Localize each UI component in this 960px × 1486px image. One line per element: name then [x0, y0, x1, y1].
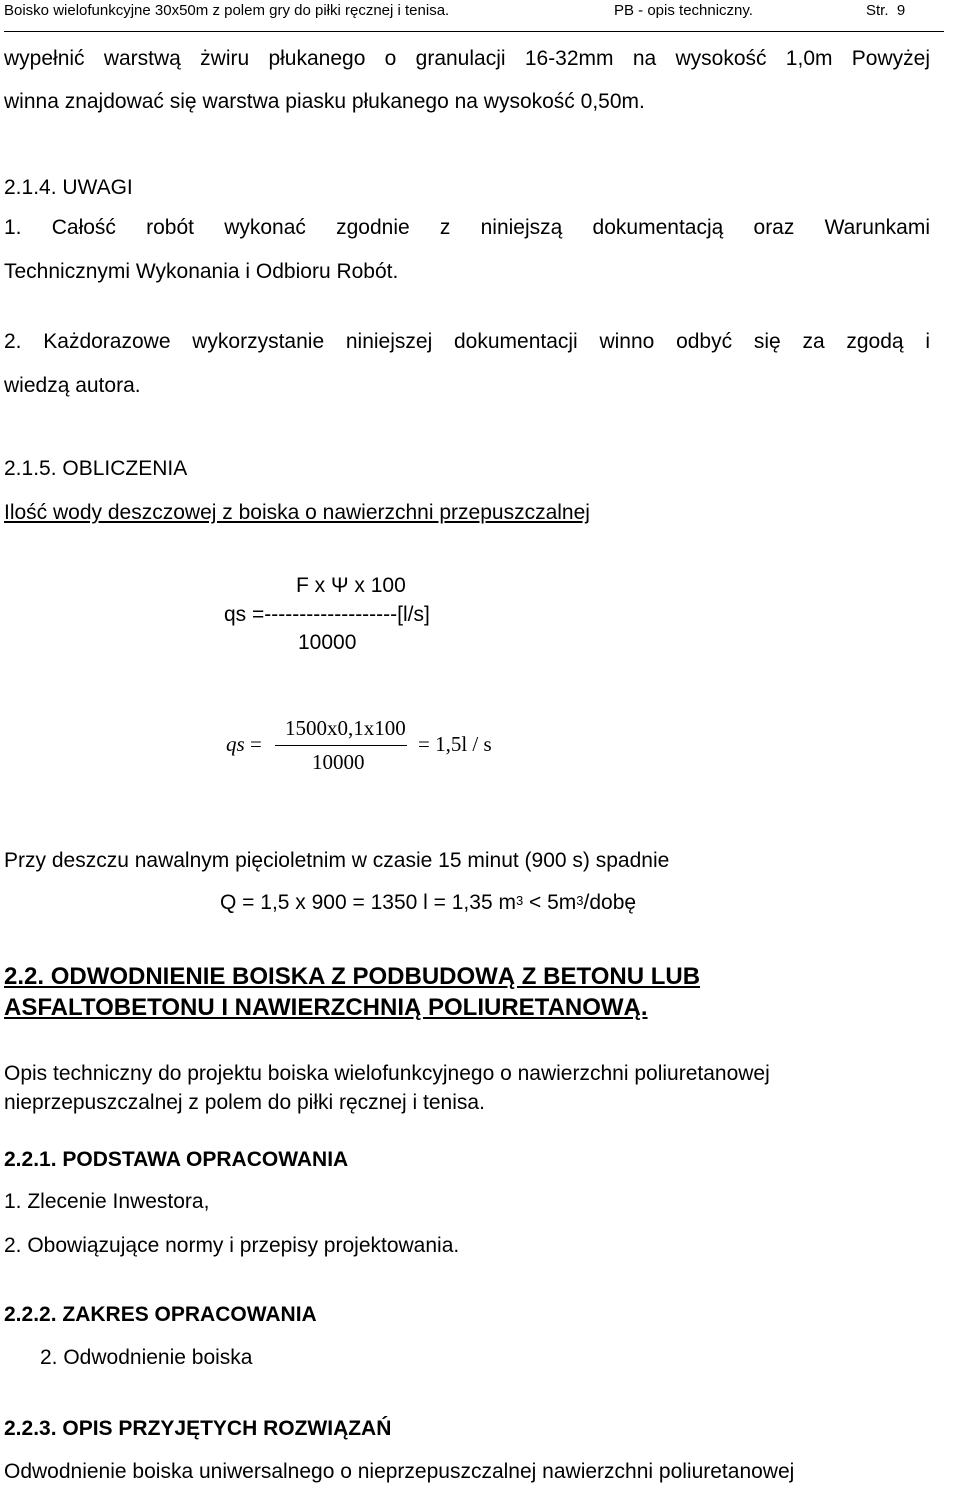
uwagi-item-2-line-2: wiedzą autora.: [4, 374, 141, 397]
section-2-2-heading-line-2: ASFALTOBETONU I NAWIERZCHNIĄ POLIURETANOWĄ.: [4, 994, 648, 1021]
obliczenia-subheading: Ilość wody deszczowej z boiska o nawierzchni przepuszczalnej: [4, 501, 590, 524]
uwagi-item-1-line-1: 1. Całość robót wykonać zgodnie z niniejszą dokumentacją oraz Warunkami: [4, 216, 930, 239]
obliczenia-heading: 2.1.5. OBLICZENIA: [4, 457, 188, 480]
calc-result: = 1,5l / s: [418, 732, 492, 756]
uwagi-item-2-line-1: 2. Każdorazowe wykorzystanie niniejszej dokumentacji winno odbyć się za zgodą i: [4, 330, 930, 353]
section-2-2-heading-line-1: 2.2. ODWODNIENIE BOISKA Z PODBUDOWĄ Z BETONU LUB: [4, 963, 701, 990]
uwagi-heading: 2.1.4. UWAGI: [4, 176, 133, 199]
calc-lhs: qs =: [226, 732, 262, 756]
formula-numerator: F x Ψ x 100: [296, 574, 406, 597]
opis-line-1: Odwodnienie boiska uniwersalnego o nieprzepuszczalnej nawierzchni poliuretanowej: [4, 1460, 795, 1483]
formula-denominator: 10000: [298, 631, 357, 654]
intro-line-1: wypełnić warstwą żwiru płukanego o granulacji 16-32mm na wysokość 1,0m Powyżej: [4, 47, 930, 70]
zakres-item-2: 2. Odwodnienie boiska: [40, 1346, 253, 1369]
section-2-2-desc-line-2: nieprzepuszczalnej z polem do piłki ręcznej i tenisa.: [4, 1091, 485, 1114]
header-page-number: Str. 9: [866, 2, 906, 19]
uwagi-item-1-line-2: Technicznymi Wykonania i Odbioru Robót.: [4, 260, 399, 283]
podstawa-item-1: 1. Zlecenie Inwestora,: [4, 1190, 210, 1213]
opis-heading: 2.2.3. OPIS PRZYJĘTYCH ROZWIĄZAŃ: [4, 1417, 392, 1440]
calc-fraction-bar: [275, 745, 407, 746]
podstawa-item-2: 2. Obowiązujące normy i przepisy projektowania.: [4, 1234, 460, 1257]
rain-text: Przy deszczu nawalnym pięcioletnim w czasie 15 minut (900 s) spadnie: [4, 849, 670, 872]
header-title: Boisko wielofunkcyjne 30x50m z polem gry do piłki ręcznej i tenisa.: [4, 2, 450, 19]
header-doc-type: PB - opis techniczny.: [614, 2, 753, 19]
section-2-2-desc-line-1: Opis techniczny do projektu boiska wielofunkcyjnego o nawierzchni poliuretanowej: [4, 1062, 770, 1085]
formula-line: qs =-------------------[l/s]: [224, 603, 430, 626]
zakres-heading: 2.2.2. ZAKRES OPRACOWANIA: [4, 1303, 317, 1326]
page-header: [0, 0, 960, 34]
podstawa-heading: 2.2.1. PODSTAWA OPRACOWANIA: [4, 1148, 349, 1171]
intro-line-2: winna znajdować się warstwa piasku płukanego na wysokość 0,50m.: [4, 90, 645, 113]
header-rule: [4, 31, 944, 32]
calc-denominator: 10000: [312, 750, 365, 774]
calc-numerator: 1500x0,1x100: [285, 716, 406, 740]
q-formula: Q = 1,5 x 900 = 1350 l = 1,35 $m^3$ < $5m^3$/dobę: [220, 891, 637, 914]
